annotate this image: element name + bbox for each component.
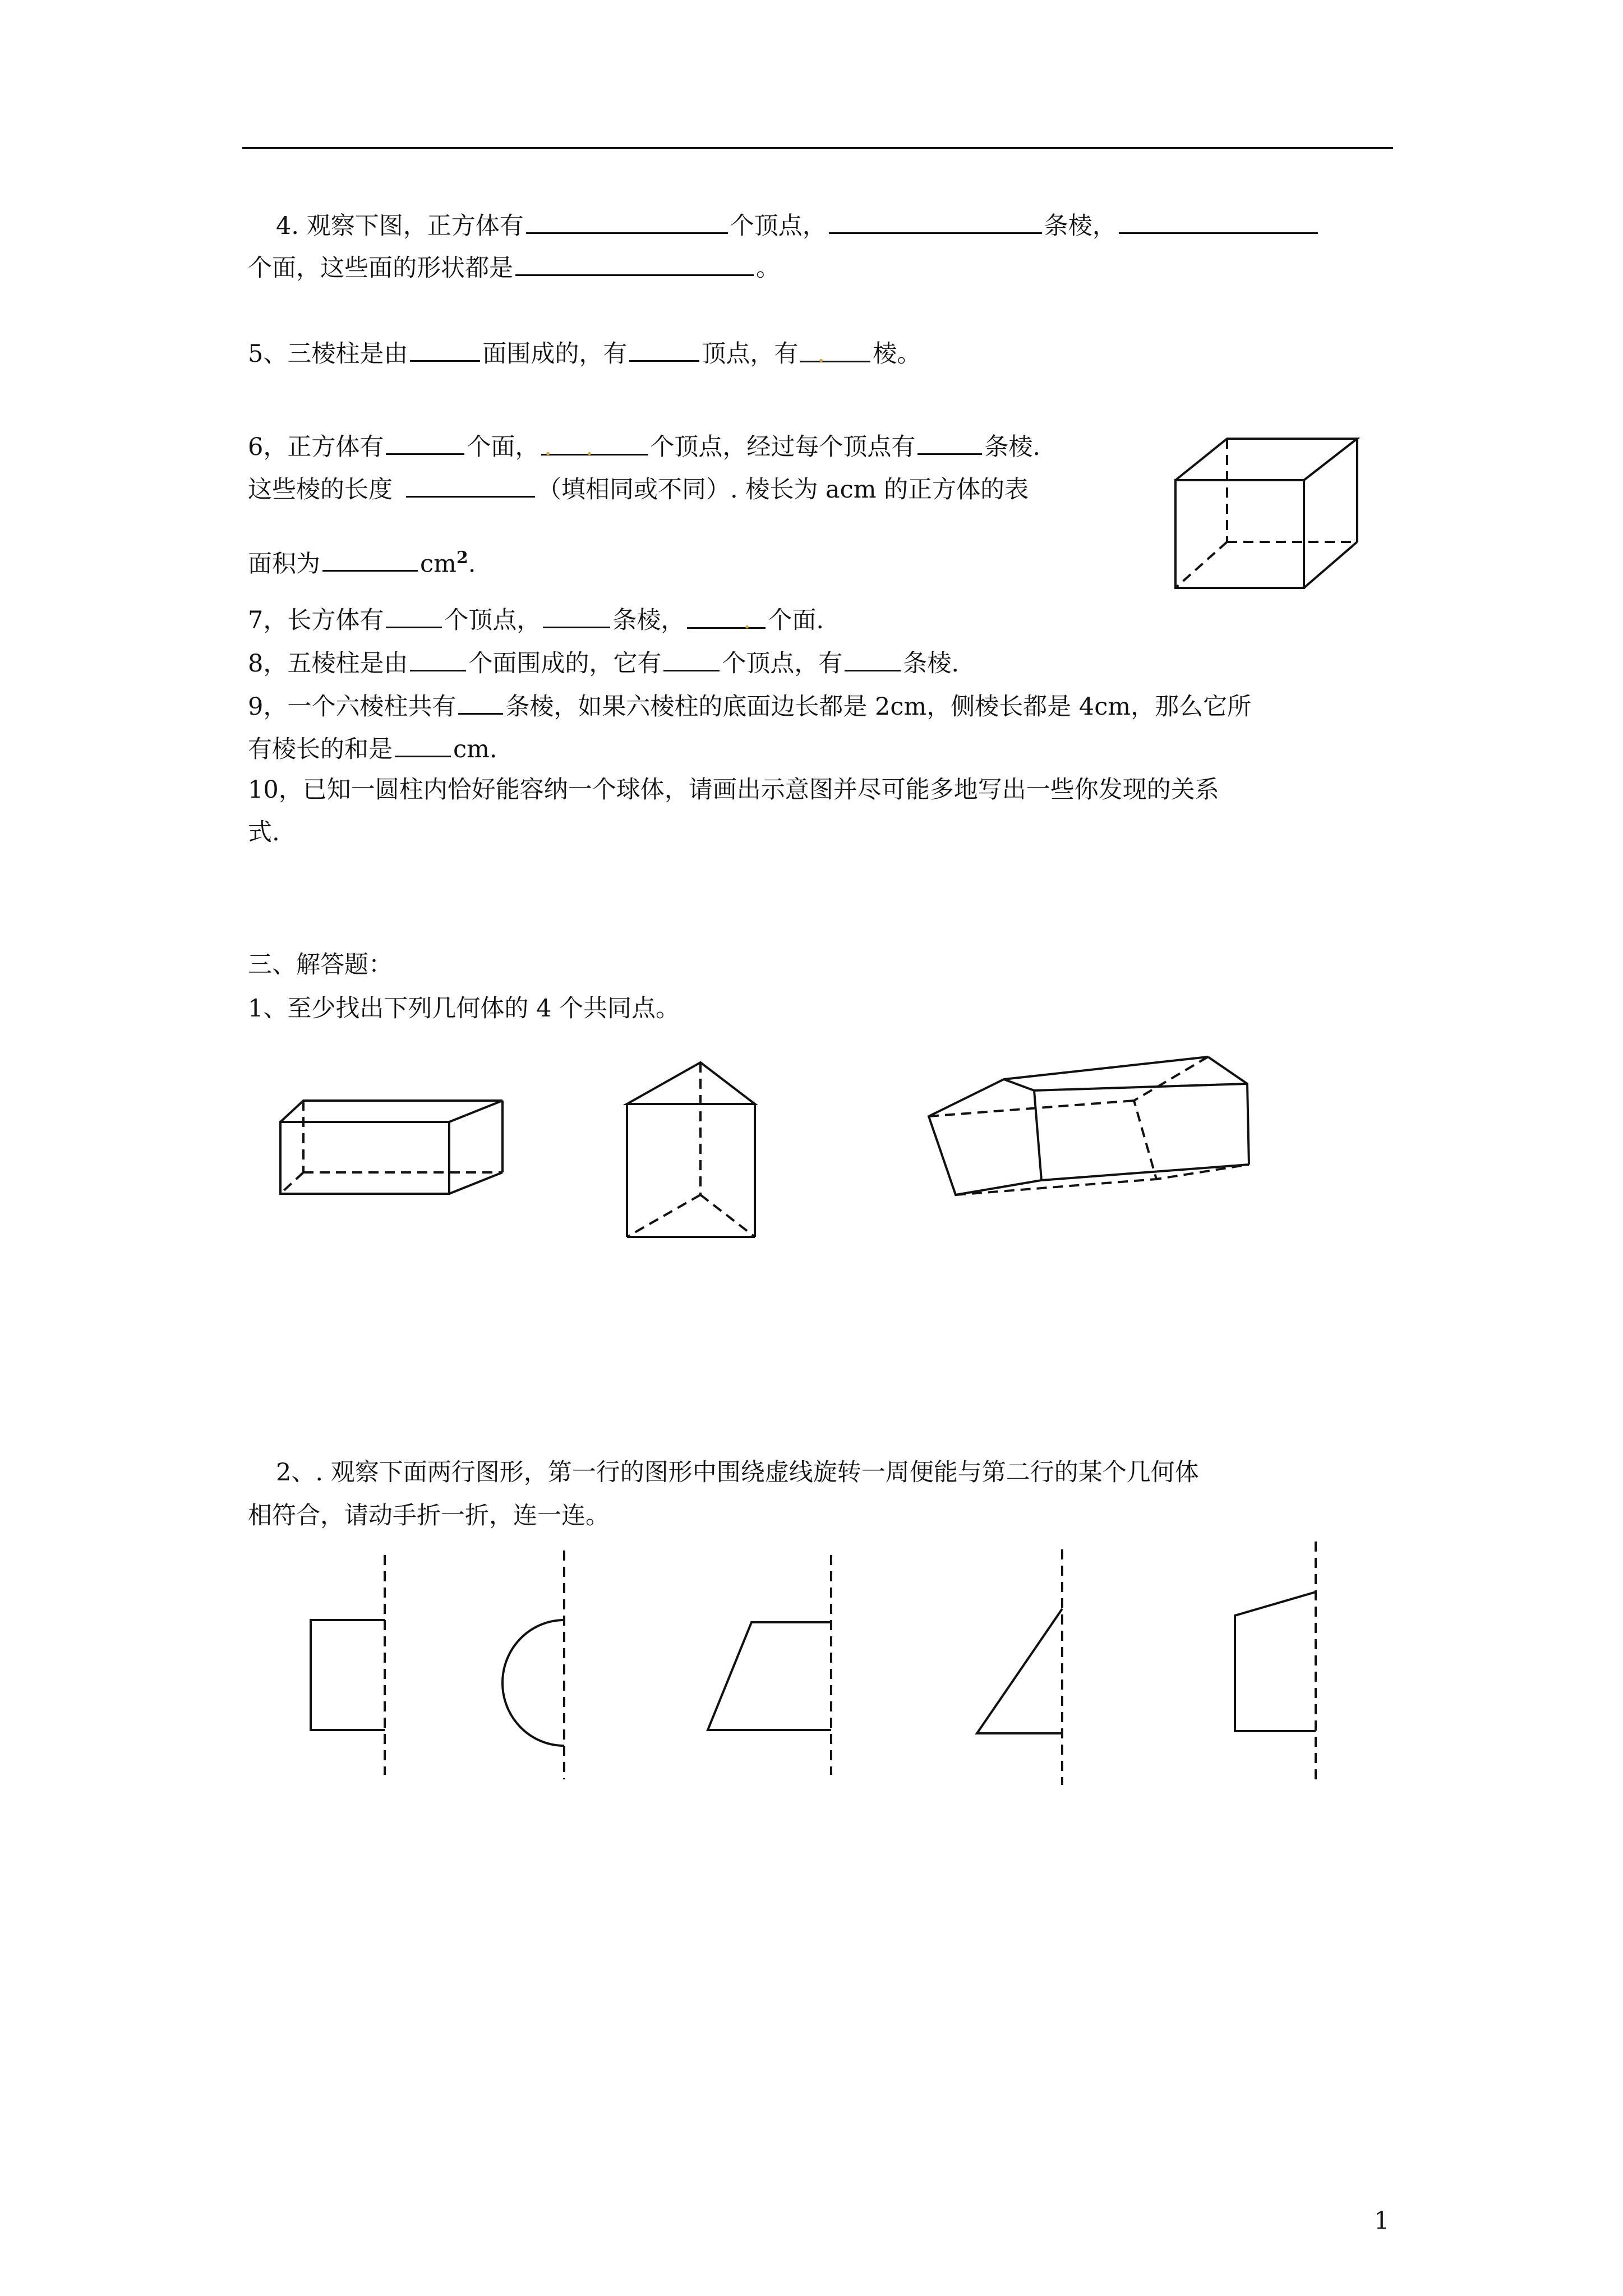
- pent-back-visible: [1208, 1057, 1249, 1165]
- q6-blank-edges-per-vertex[interactable]: [917, 430, 982, 455]
- tri-prism-hidden-right: [700, 1195, 755, 1237]
- q6-line2: [248, 472, 1029, 507]
- tri-prism-top-face: [627, 1062, 755, 1104]
- section3-title: 三、解答题：: [248, 951, 393, 979]
- pent-bottom-edge: [1041, 1165, 1249, 1180]
- q8-text-b: 个面围成的，它有: [468, 650, 662, 678]
- q5-line: [248, 337, 921, 371]
- q8-blank-edges[interactable]: [845, 646, 901, 671]
- q6-text-i: .: [468, 550, 476, 578]
- q5-blank-vertices[interactable]: [629, 337, 699, 362]
- q5-text-a: 5、三棱柱是由: [248, 340, 408, 368]
- cube-figure: [1172, 435, 1363, 592]
- q6-text-c: 个顶点，经过每个顶点有: [650, 433, 916, 461]
- q6-text-d: 条棱.: [984, 433, 1041, 461]
- q6-line3: [248, 541, 476, 581]
- q7-text-a: 7，长方体有: [248, 606, 384, 634]
- prism-hidden-diagonal: [280, 1172, 303, 1194]
- q4-blank-faces[interactable]: [1119, 209, 1318, 234]
- rotation-shape-semicircle: [499, 1548, 572, 1784]
- q4-text-c: 条棱，: [1044, 212, 1117, 240]
- q4-line2: [248, 251, 780, 285]
- q7-text-c: 条棱，: [612, 606, 685, 634]
- q9-blank-total[interactable]: [395, 732, 451, 757]
- section3-q2-line2: 相符合，请动手折一折，连一连。: [248, 1502, 610, 1530]
- cube-hidden-diagonal: [1175, 542, 1227, 588]
- q10-line2: 式.: [248, 818, 280, 846]
- q6-blank-vertices[interactable]: . .: [541, 430, 648, 455]
- rotation-shape-trapezoid: [701, 1553, 841, 1777]
- pentagonal-prism-figure: [926, 1055, 1252, 1200]
- pent-top-edge-2: [1034, 1084, 1247, 1091]
- pent-hidden-2: [956, 1179, 1156, 1195]
- q7-line: [248, 603, 824, 637]
- q6-blank-area[interactable]: [322, 546, 418, 572]
- q9-line1: [248, 689, 1251, 724]
- q4-blank-edges[interactable]: [829, 209, 1042, 234]
- q7-text-b: 个顶点，: [444, 606, 541, 634]
- rectangular-prism-figure: [278, 1098, 508, 1199]
- q6-text-e: 这些棱的长度: [248, 476, 393, 504]
- cube-top-face: [1175, 439, 1357, 480]
- q8-text-a: 8，五棱柱是由: [248, 650, 408, 678]
- q10-line1: 10，已知一圆柱内恰好能容纳一个球体，请画出示意图并尽可能多地写出一些你发现的关系: [248, 776, 1219, 804]
- q6-text-h: cm: [420, 550, 457, 578]
- quadrilateral-outline: [1235, 1592, 1316, 1731]
- pent-hidden-back: [1134, 1057, 1249, 1179]
- q7-blank-vertices[interactable]: [386, 603, 442, 628]
- triangular-prism-figure: [625, 1060, 759, 1240]
- section3-q2-line1: 2、. 观察下面两行图形，第一行的图形中围绕虚线旋转一周便能与第二行的某个几何体: [276, 1458, 1199, 1487]
- rectangle-outline: [311, 1620, 385, 1730]
- trapezoid-outline: [708, 1622, 831, 1730]
- q7-text-d: 个面.: [768, 606, 824, 634]
- triangle-outline: [977, 1609, 1062, 1733]
- q7-blank-faces[interactable]: .: [687, 604, 766, 629]
- q6-blank-length[interactable]: [406, 472, 535, 498]
- prism-front-face: [280, 1122, 449, 1194]
- q5-text-b: 面围成的，有: [482, 340, 628, 368]
- q6-line1: [248, 430, 1040, 464]
- q9-text-b: 条棱，如果六棱柱的底面边长都是 2cm，侧棱长都是 4cm，那么它所: [505, 693, 1252, 721]
- q8-blank-faces[interactable]: [410, 646, 466, 671]
- q5-blank-faces[interactable]: [410, 337, 480, 362]
- cube-bottom-right-edge: [1304, 542, 1357, 588]
- q4-blank-vertices[interactable]: [526, 209, 728, 234]
- page-number: 1: [1374, 2207, 1390, 2235]
- tri-prism-hidden-left: [627, 1195, 700, 1237]
- q6-superscript: 2: [456, 548, 468, 568]
- q8-line: [248, 646, 959, 680]
- q9-text-c: 有棱长的和是: [248, 735, 393, 763]
- q8-blank-vertices[interactable]: [663, 646, 720, 671]
- rotation-shape-rectangle: [303, 1553, 398, 1777]
- q9-text-d: cm.: [453, 735, 497, 763]
- q6-text-g: 面积为: [248, 550, 320, 578]
- q5-text-d: 棱。: [873, 340, 921, 368]
- q9-blank-edges[interactable]: [458, 689, 503, 715]
- q4-text-d: 个面，这些面的形状都是: [248, 254, 513, 282]
- q6-blank-faces[interactable]: [386, 430, 464, 455]
- q5-blank-edges[interactable]: .: [800, 337, 870, 362]
- q4-text-e: 。: [756, 254, 780, 282]
- q6-text-f: （填相同或不同）. 棱长为 acm 的正方体的表: [537, 476, 1029, 504]
- q8-text-d: 条棱.: [903, 650, 960, 678]
- q4-line1: [276, 209, 1320, 243]
- q7-blank-edges[interactable]: [543, 603, 610, 628]
- header-rule: [242, 147, 1393, 149]
- q6-text-a: 6，正方体有: [248, 433, 384, 461]
- q9-text-a: 9，一个六棱柱共有: [248, 693, 457, 721]
- q4-blank-shape[interactable]: [515, 251, 754, 276]
- q9-line2: [248, 732, 497, 766]
- q6-text-b: 个面，: [467, 433, 540, 461]
- section3-q1: 1、至少找出下列几何体的 4 个共同点。: [248, 995, 680, 1023]
- pent-hidden-1: [929, 1101, 1134, 1116]
- q4-text-a: 4. 观察下图，正方体有: [276, 212, 524, 240]
- pentagon-front-face: [929, 1079, 1041, 1195]
- prism-top-face: [280, 1101, 502, 1122]
- q5-text-c: 顶点，有: [702, 340, 799, 368]
- q8-text-c: 个顶点，有: [722, 650, 843, 678]
- rotation-shape-triangle: [972, 1547, 1073, 1788]
- cube-front-face: [1175, 480, 1304, 588]
- q4-text-b: 个顶点，: [730, 212, 827, 240]
- rotation-shape-quadrilateral: [1226, 1539, 1327, 1786]
- semicircle-outline: [502, 1620, 564, 1746]
- prism-bottom-right-edge: [449, 1172, 502, 1194]
